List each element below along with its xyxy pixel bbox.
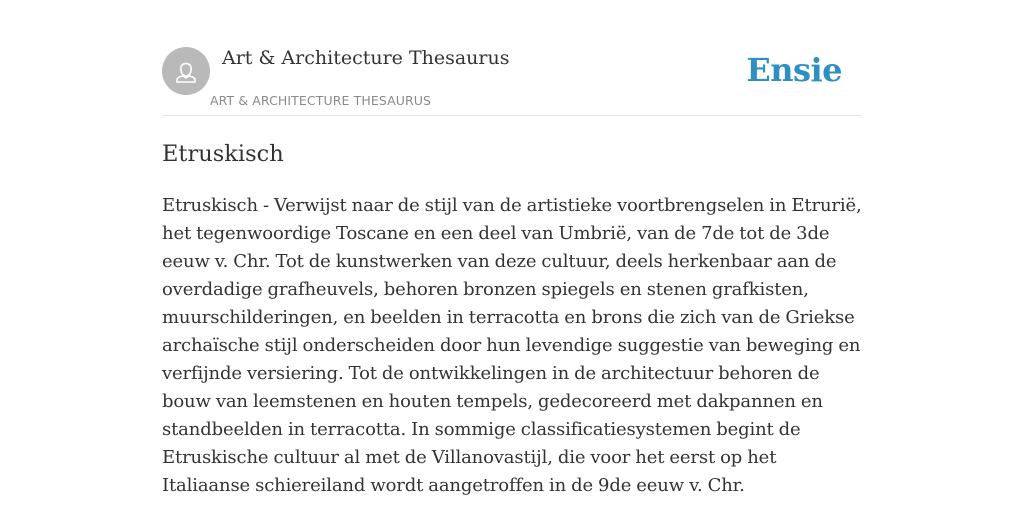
user-icon	[162, 47, 210, 95]
page-title: Etruskisch	[162, 141, 284, 167]
source-subtitle: ART & ARCHITECTURE THESAURUS	[210, 93, 432, 108]
avatar[interactable]	[162, 47, 210, 95]
brand-logo[interactable]: Ensie	[746, 51, 842, 89]
page	[162, 0, 862, 512]
source-title[interactable]: Art & Architecture Thesaurus	[222, 47, 510, 69]
header	[162, 0, 862, 116]
definition-text: Etruskisch - Verwijst naar de stijl van de artistieke voortbrengselen in Etrurië, het tegenwoordige Toscane en een deel van Umbrië, van de 7de tot de 3de eeuw v. Chr. Tot de kunstwerken van deze cultuur, deels herkenbaar aan de overdadige grafheuvels, behoren bronzen spiegels en stenen grafkisten, muurschilderingen, en beelden in terracotta en brons die zich van de Griekse archaïsche stijl onderscheiden door hun levendige suggestie van beweging en verfijnde versiering. Tot de ontwikkelingen in de architectuur behoren de bouw van leemstenen en houten tempels, gedecoreerd met dakpannen en standbeelden in terracotta. In sommige classificatiesystemen begint de Etruskische cultuur al met de Villanovastijl, die voor het eerst op het Italiaanse schiereiland wordt aangetroffen in de 9de eeuw v. Chr.	[162, 195, 862, 496]
